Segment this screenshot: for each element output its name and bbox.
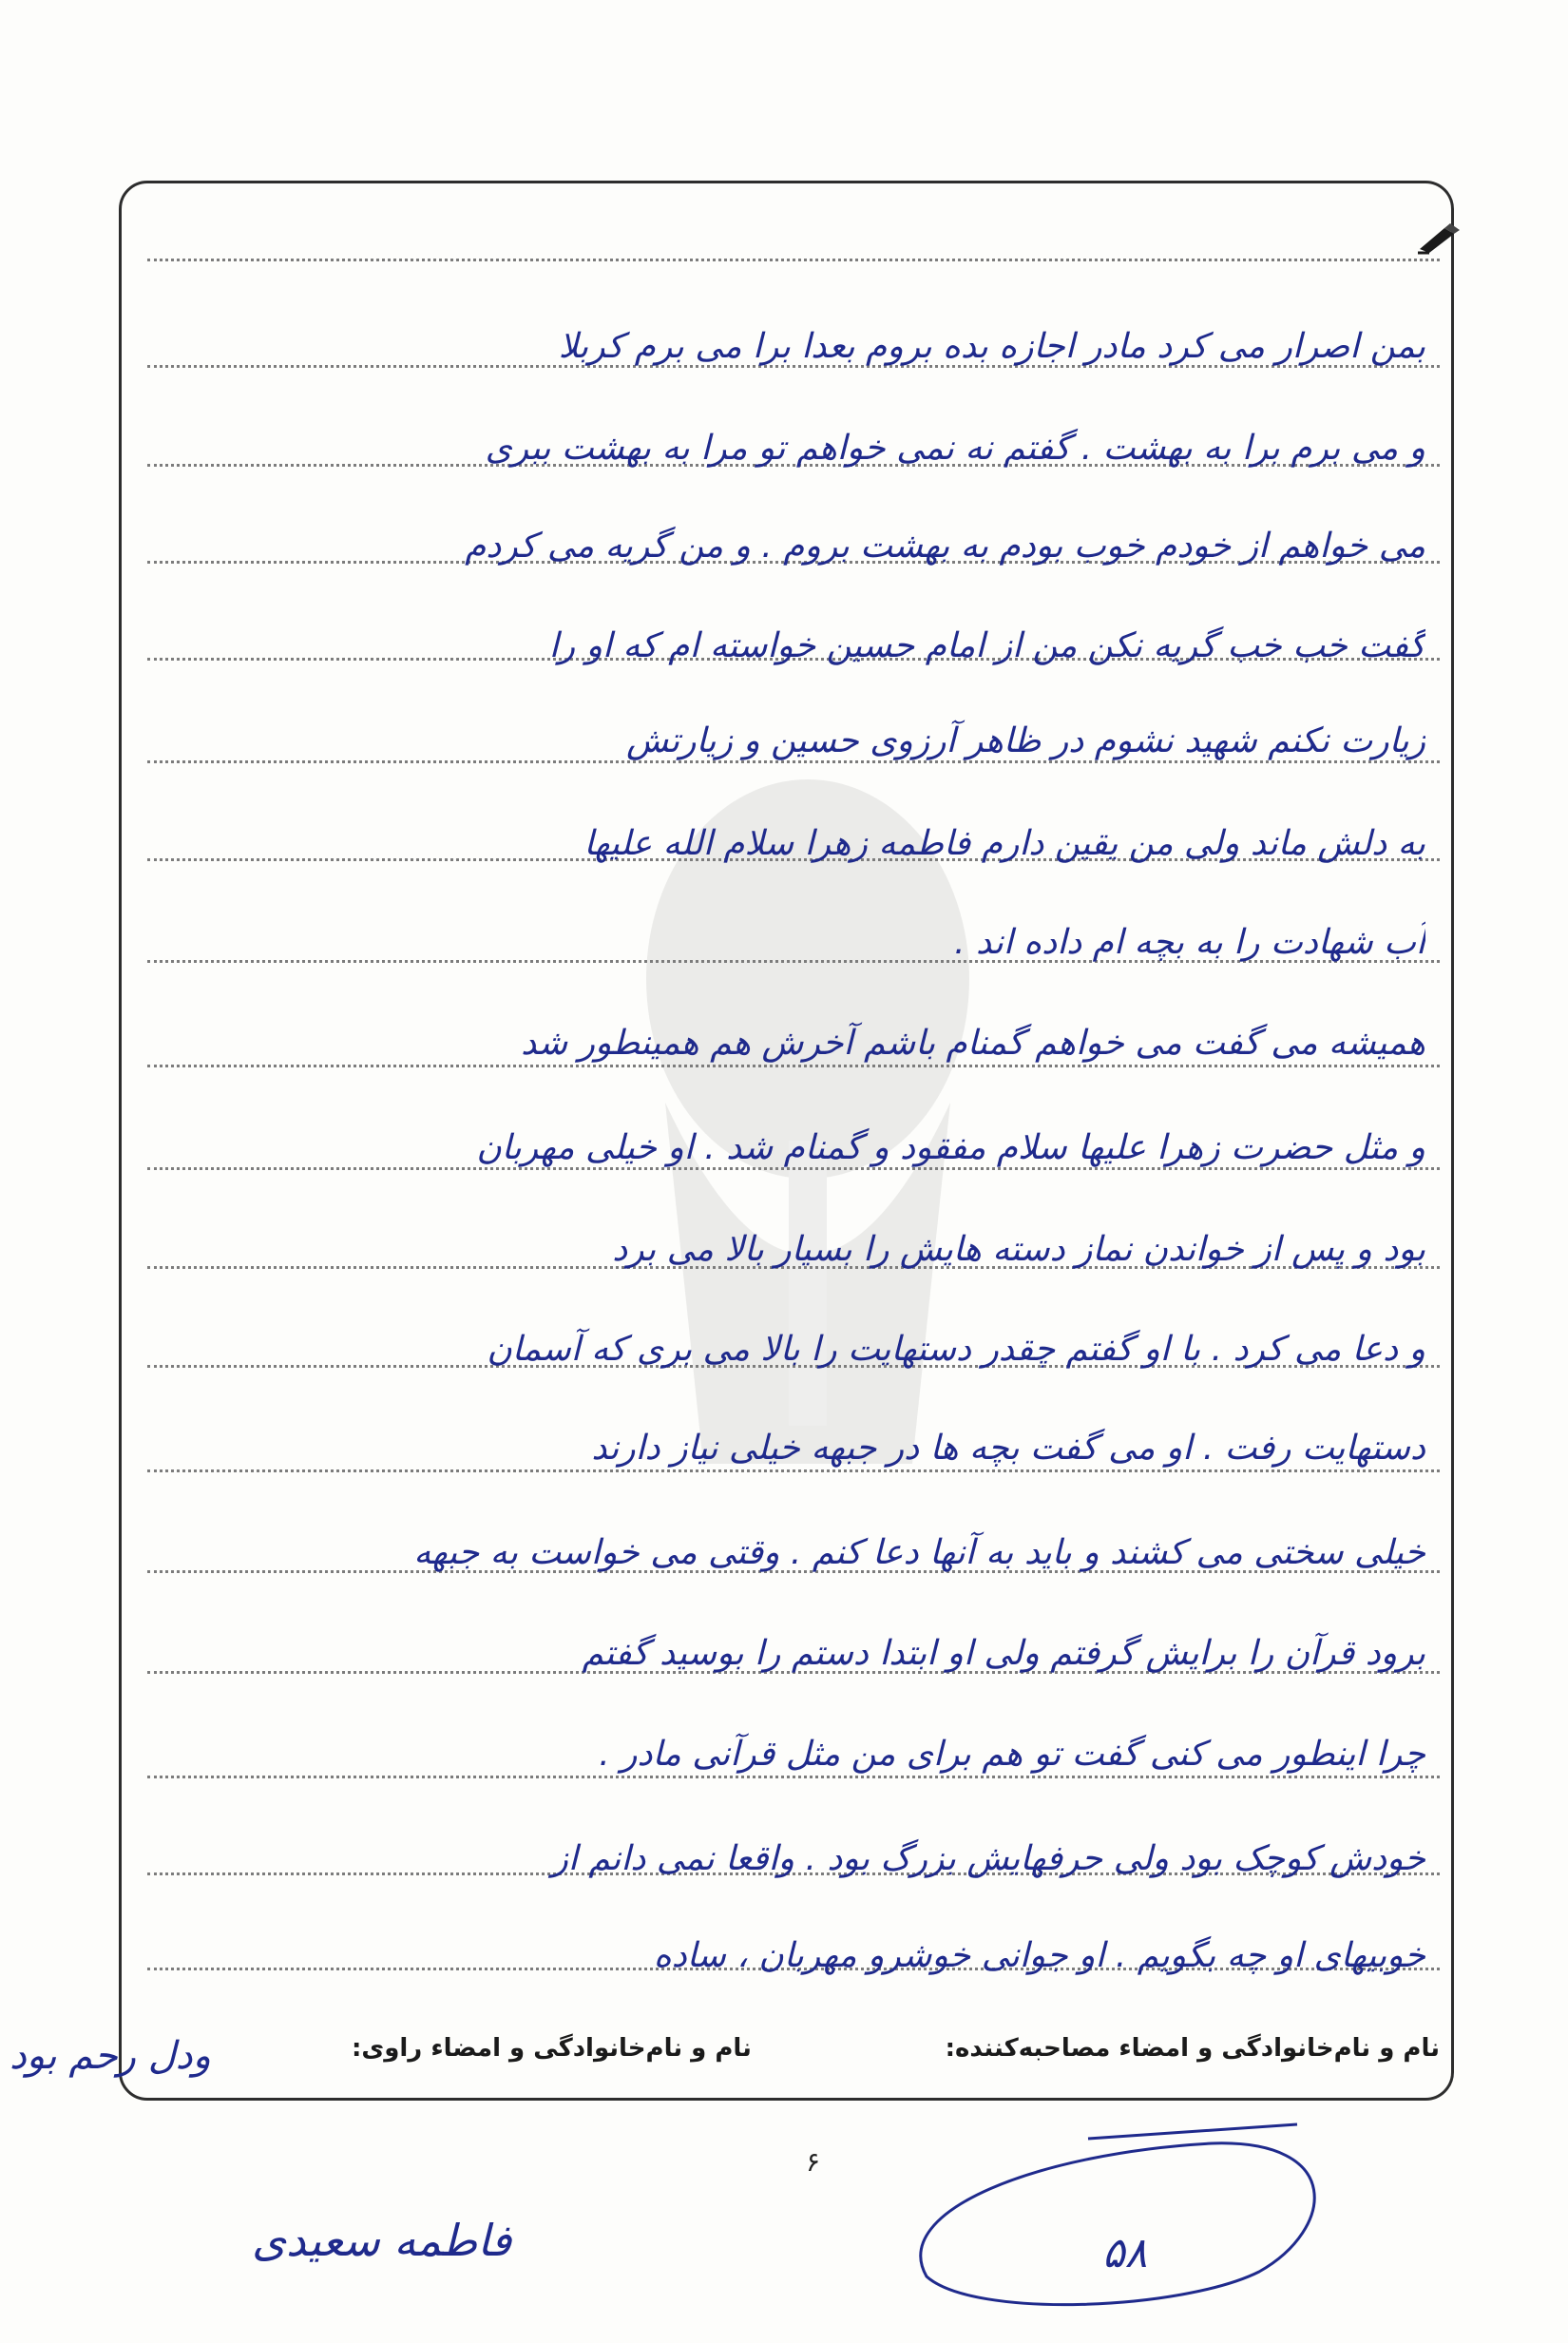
handwritten-line: و دعا می کرد . با او گفتم چقدر دستهایت را بالا می بری که آسمان xyxy=(487,1330,1425,1369)
margin-note: ودل رحم بود xyxy=(10,2034,211,2078)
handwritten-line: به دلش ماند ولی من یقین دارم فاطمه زهرا سلام الله علیها xyxy=(583,824,1425,863)
handwritten-line: و می برم برا به بهشت . گفتم نه نمی خواهم تو مرا به بهشت ببری xyxy=(485,429,1425,468)
handwritten-line: و مثل حضرت زهرا علیها سلام مفقود و گمنام شد . او خیلی مهربان xyxy=(476,1128,1425,1167)
page-number: ۶ xyxy=(806,2146,821,2178)
narrator-signature: فاطمه سعیدی xyxy=(252,2215,512,2266)
stamp-number: ۵۸ xyxy=(1102,2229,1148,2277)
narrator-signature-label: نام و نام‌خانوادگی و امضاء راوی: xyxy=(352,2034,752,2063)
interviewer-signature-label: نام و نام‌خانوادگی و امضاء مصاحبه‌کننده: xyxy=(945,2034,1440,2063)
handwritten-line: خیلی سختی می کشند و باید به آنها دعا کنم . وقتی می خواست به جبهه xyxy=(413,1533,1425,1572)
handwritten-line: برود قرآن را برایش گرفتم ولی او ابتدا دستم را بوسید گفتم xyxy=(582,1634,1425,1673)
handwritten-line: همیشه می گفت می خواهم گمنام باشم آخرش هم همینطور شد xyxy=(521,1024,1425,1063)
handwritten-line: می خواهم از خودم خوب بودم به بهشت بروم . و من گریه می کردم xyxy=(465,527,1425,566)
handwritten-line: گفت خب خب گریه نکن من از امام حسین خواسته ام که او را xyxy=(548,626,1425,665)
handwritten-line: خودش کوچک بود ولی حرفهایش بزرگ بود . واقعا نمی دانم از xyxy=(551,1839,1425,1878)
pen-writing-icon xyxy=(1416,221,1462,255)
handwritten-line: چرا اینطور می کنی گفت تو هم برای من مثل قرآنی مادر . xyxy=(599,1735,1425,1774)
handwritten-line: آب شهادت را به بچه ام داده اند . xyxy=(954,923,1425,962)
handwritten-line: بود و پس از خواندن نماز دسته هایش را بسیار بالا می برد xyxy=(612,1230,1425,1269)
stamp-oval xyxy=(898,2115,1345,2314)
handwritten-line: بمن اصرار می کرد مادر اجازه بده بروم بعدا برا می برم کربلا xyxy=(558,327,1425,366)
handwritten-line: دستهایت رفت . او می گفت بچه ها در جبهه خیلی نیاز دارند xyxy=(591,1429,1425,1468)
handwritten-line: زیارت نکنم شهید نشوم در ظاهر آرزوی حسین و زیارتش xyxy=(626,721,1425,760)
handwritten-line: خوبیهای او چه بگویم . او جوانی خوشرو مهربان ، ساده xyxy=(653,1936,1425,1975)
